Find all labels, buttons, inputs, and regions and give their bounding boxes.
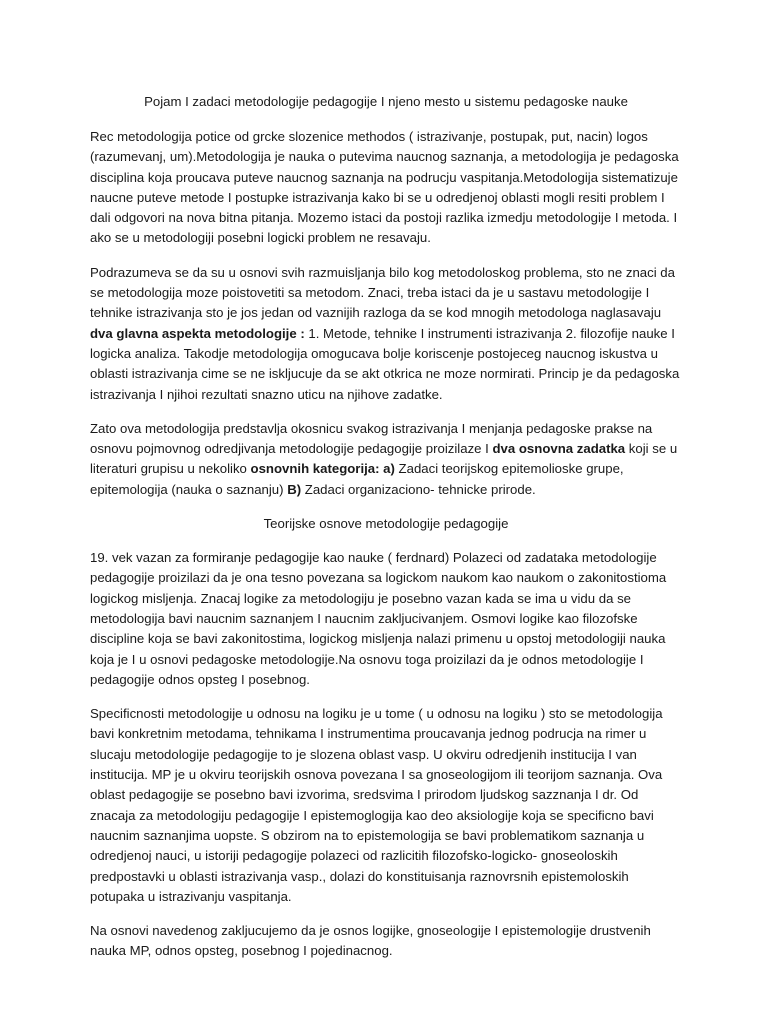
paragraph-2-text-a: Podrazumeva se da su u osnovi svih razmuisljanja bilo kog metodoloskog problema, sto ne znaci da se metodologija moze poistovetiti sa metodom. Znaci, treba istaci da je u sastavu metodologije I tehnike istrazivanja sto je jos jedan od vaznijih razloga da se kod mnogih metodologa naglasavaju — [90, 264, 675, 321]
paragraph-3-text-e: Zadaci teorijskog epitemolioske grupe, epitemologija (nauka o saznanju) — [90, 461, 624, 497]
paragraph-3-text-a: Zato ova metodologija predstavlja okosnicu svakog istrazivanja I menjanja pedagoske prakse na osnovu pojmovnog odredjivanja metodologije pedagogije proizilaze I — [90, 420, 653, 457]
paragraph-3-bold-b: B) — [287, 481, 302, 497]
document-title: Pojam I zadaci metodologije pedagogije I njeno mesto u sistemu pedagoske nauke — [144, 94, 628, 109]
paragraph-1: Rec metodologija potice od grcke slozenice methodos ( istrazivanje, postupak, put, nacin) logos (razumevanj, um).Metodologija je nauka o putevima naucnog saznanja, a metodologija je pedagoska disciplina koja proucava puteve naucnog saznanja na podrucju vaspitanja.Metodologija sistematizuje naucne puteve metode I postupke istrazivanja kako bi se u odredjenoj oblasti mogli resiti problem I dali odgovori na nova bitna pitanja. Mozemo istaci da postoji razlika izmedju metodologije I metoda. I ako se u metodologiji posebni logicki problem ne resavaju. — [90, 129, 679, 246]
paragraph-4: 19. vek vazan za formiranje pedagogije kao nauke ( ferdnard) Polazeci od zadataka metodologije pedagogije proizilazi da je ona tesno povezana sa logickom naukom kao naukom o zakonitostioma logickog misljenja. Znacaj logike za metodologiju je posebno vazan kada se ima u vidu da se metodologija bavi naucnim saznanjem I naucnim zakljucivanjem. Osmovi logike kao filozofske discipline koja se bavi zakonitostima, logickog misljenja nalazi primenu u opstoj metodologiji nauka koja je I u osnovi pedagoske metodologije.Na osnovu toga proizilazi da je odnos metodologije I pedagogije odnos opsteg I posebnog. — [90, 550, 667, 687]
section-subtitle: Teorijske osnove metodologije pedagogije — [263, 516, 509, 532]
paragraph-6: Na osnovi navedenog zakljucujemo da je osnos logijke, gnoseologije I epistemologije drustvenih nauka MP, odnos opsteg, posebnog I pojedinacnog. — [90, 923, 651, 959]
paragraph-3-bold-categories: osnovnih kategorija: a) — [250, 461, 395, 477]
paragraph-2-text-c: 1. Metode, tehnike I instrumenti istrazivanja 2. filozofije nauke I logicka analiza. Takodje metodologija omogucava bolje koriscenje postojeceg naucnog iskustva u oblasti istrazivanja cime se ne iskljucuje da se akt otkrica ne moze normirati. Princip je da pedagoska istrazivanja I njihoi rezultati snazno uticu na njihove zadatke. — [90, 325, 680, 402]
paragraph-5: Specificnosti metodologije u odnosu na logiku je u tome ( u odnosu na logiku ) sto se metodologija bavi konkretnim metodama, tehnikama I instrumentima proucavanja jednog podrucja na rimer u slucaju metodologije pedagogije to je slozena oblast vasp. U okviru odredjenih institucija I van institucija. MP je u okviru teorijskih osnova povezana I sa gnoseologijom ili teorijom saznanja. Ova oblast pedagogije se posebno bavi izvorima, sredsvima I prirodom ljudskog sazznanja I dr. Od znacaja za metodologiju pedagogije I epistemoglogija kao deo aksiologije koja se specificno bavi naucnim saznanjima uopste. S obzirom na to epistemologija se bavi problematikom saznanja u odredjenoj nauci, u istoriji pedagogije polazeci od razlicitih filozofsko-logicko- gnoseoloskih predpostavki u oblasti istrazivanja vasp., dolazi do konstituisanja raznovrsnih epistemoloskih potupaka u istrazivanju vaspitanja. — [90, 706, 663, 904]
paragraph-2 — [90, 263, 682, 405]
paragraph-2-bold-aspects: dva glavna aspekta metodologije : — [90, 325, 305, 341]
paragraph-3-text-g: Zadaci organizaciono- tehnicke prirode. — [301, 481, 536, 497]
paragraph-3-text-c: koji se u literaturi grupisu u nekoliko — [90, 441, 678, 477]
paragraph-3 — [90, 419, 682, 500]
paragraph-3-bold-tasks: dva osnovna zadatka — [492, 441, 626, 457]
